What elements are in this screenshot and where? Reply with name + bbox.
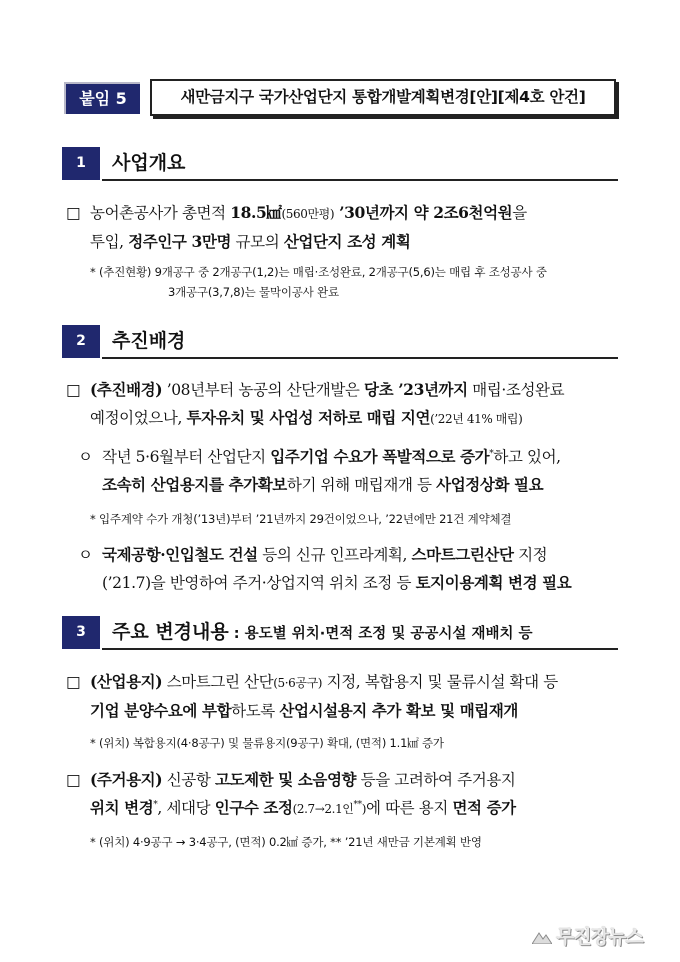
- circle-bullet: ㅇ: [78, 546, 93, 564]
- s3-p1-line-1: (산업용지) 스마트그린 산단(5·6공구) 지정, 복합용지 및 물류시설 확대 등: [90, 672, 558, 691]
- s3-note-2-text: * (위치) 4·9공구 → 3·4공구, (면적) 0.2㎢ 증가, ** ’21년 새만금 기본계획 반영: [90, 835, 482, 849]
- section-3-header: [62, 616, 618, 650]
- s3-p2-line-2: 위치 변경*, 세대당 인구수 조정(2.7→2.1인**)에 따른 용지 면적 증가: [90, 798, 516, 817]
- page-title: 새만금지구 국가산업단지 통합개발계획변경[안][제4호 안건]: [150, 79, 616, 116]
- s1-line-2: 투입, 정주인구 3만명 규모의 산업단지 조성 계획: [90, 232, 411, 251]
- s2-line-2: 예정이었으나, 투자유치 및 사업성 저하로 매립 지연(’22년 41% 매립): [90, 408, 523, 427]
- section-title: 사업개요: [112, 152, 186, 174]
- s3-p2-line-1: (주거용지) 신공항 고도제한 및 소음영향 등을 고려하여 주거용지: [90, 770, 516, 789]
- s2-paragraph: [66, 376, 618, 433]
- s1-line-1: 농어촌공사가 총면적 18.5㎢(560만평) ’30년까지 약 2조6천억원을: [90, 203, 527, 222]
- s3-note-2: [90, 832, 618, 852]
- square-bullet: □: [66, 771, 81, 789]
- square-bullet: □: [66, 673, 81, 691]
- s2-note: [90, 509, 618, 529]
- section-number: 3: [62, 616, 100, 649]
- section-2-header: [62, 325, 618, 359]
- s2-line-1: (추진배경) ’08년부터 농공의 산단개발은 당초 ’23년까지 매립·조성완료: [90, 380, 565, 399]
- s1-note-line-1: * (추진현황) 9개공구 중 2개공구(1,2)는 매립·조성완료, 2개공구(5,6)는 매립 후 조성공사 중: [90, 265, 547, 279]
- s2-circle-item-1: [78, 443, 618, 499]
- section-number: 2: [62, 325, 100, 358]
- s3-note-1-text: * (위치) 복합용지(4·8공구) 및 물류용지(9공구) 확대, (면적) 1.1㎢ 증가: [90, 736, 444, 750]
- section-divider: [102, 357, 618, 359]
- attachment-tag: 붙임 5: [64, 82, 140, 114]
- square-bullet: □: [66, 381, 81, 399]
- s2-c2-line-2: (’21.7)을 반영하여 주거·상업지역 위치 조정 등 토지이용계획 변경 필요: [102, 573, 572, 592]
- s3-paragraph-2: [66, 766, 618, 823]
- s2-c1-line-1: 작년 5·6월부터 산업단지 입주기업 수요가 폭발적으로 증가*하고 있어,: [102, 447, 561, 466]
- square-bullet: □: [66, 204, 81, 222]
- section-divider: [102, 179, 618, 181]
- section-number: 1: [62, 147, 100, 180]
- mountain-logo-icon: [532, 930, 552, 944]
- s2-note-line-1: * 입주계약 수가 개청(’13년)부터 ’21년까지 29건이었으나, ’22년에만 21건 계약체결: [90, 512, 512, 526]
- section-divider: [102, 648, 618, 650]
- s1-paragraph: [66, 199, 618, 256]
- section-title: 추진배경: [112, 330, 186, 352]
- section-title: 주요 변경내용 : 용도별 위치·면적 조정 및 공공시설 재배치 등: [112, 621, 533, 643]
- s2-c1-line-2: 조속히 산업용지를 추가확보하기 위해 매립재개 등 사업정상화 필요: [102, 475, 544, 494]
- s2-c2-line-1: 국제공항·인입철도 건설 등의 신규 인프라계획, 스마트그린산단 지정: [102, 545, 548, 564]
- s3-note-1: [90, 733, 618, 753]
- s1-note: [90, 262, 618, 302]
- s1-note-line-2: 3개공구(3,7,8)는 물막이공사 완료: [168, 285, 339, 299]
- s3-paragraph-1: [66, 668, 618, 725]
- s2-circle-item-2: [78, 541, 618, 597]
- watermark: [532, 922, 643, 949]
- s3-p1-line-2: 기업 분양수요에 부합하도록 산업시설용지 추가 확보 및 매립재개: [90, 701, 518, 720]
- watermark-text: 무진장뉴스: [556, 926, 643, 948]
- circle-bullet: ㅇ: [78, 448, 93, 466]
- title-row: [62, 79, 618, 116]
- section-1-header: [62, 147, 618, 181]
